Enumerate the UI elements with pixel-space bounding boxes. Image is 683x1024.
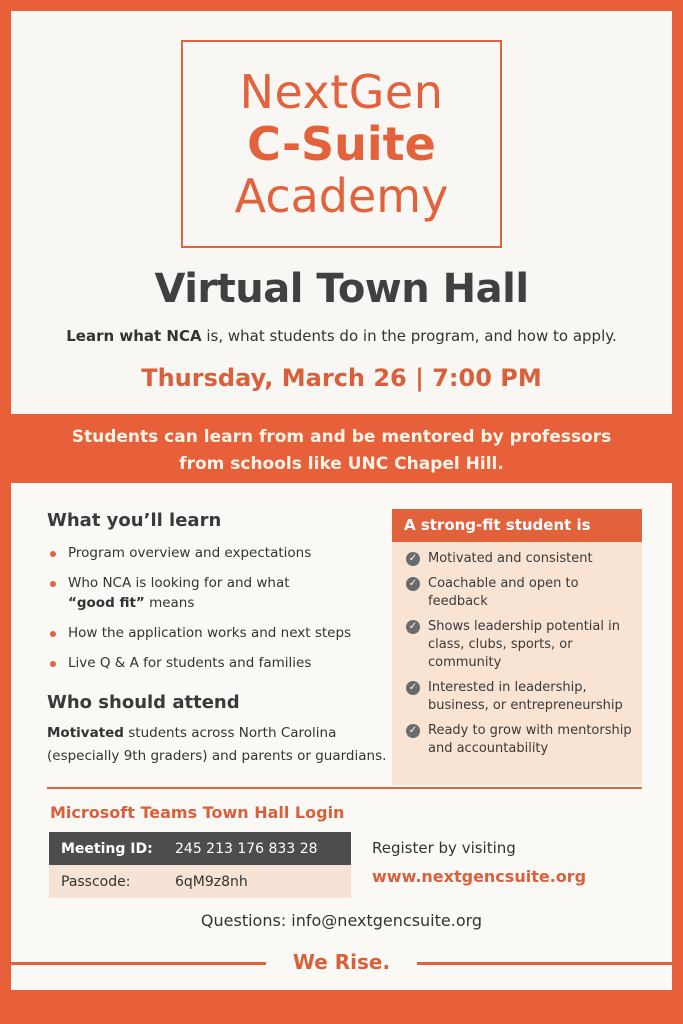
logo-nextgen: NextGen <box>239 65 444 119</box>
strong-fit-box <box>392 509 642 785</box>
attend-rest: students across North Carolina (especially 9th graders) and parents or guardians. <box>47 725 387 764</box>
bullet-icon <box>50 581 56 587</box>
meeting-id-value: 245 213 176 833 28 <box>175 840 318 857</box>
meeting-id-label: Meeting ID: <box>61 840 153 857</box>
strong-fit-list <box>392 542 642 758</box>
list-item-text: Who NCA is looking for and what <box>68 575 290 591</box>
passcode-value: 6qM9z8nh <box>175 873 248 890</box>
banner-line-2: from schools like UNC Chapel Hill. <box>179 454 504 474</box>
check-circle-icon: ✓ <box>406 552 420 566</box>
check-circle-icon: ✓ <box>406 724 420 738</box>
list-item-text: Interested in leadership, business, or entrepreneurship <box>428 680 623 713</box>
subtitle-bold: Learn what NCA <box>66 327 202 345</box>
banner-line-1: Students can learn from and be mentored by professors <box>71 427 612 447</box>
list-item-text: Program overview and expectations <box>68 545 312 561</box>
list-item <box>50 543 390 563</box>
list-item <box>406 575 634 611</box>
register-label: Register by visiting <box>372 839 516 857</box>
bullet-icon <box>50 631 56 637</box>
bullet-icon <box>50 551 56 557</box>
register-link[interactable]: www.nextgencsuite.org <box>372 867 587 886</box>
list-item <box>50 623 390 643</box>
list-item <box>50 573 390 613</box>
good-fit-bold: “good fit” <box>68 595 145 611</box>
teams-login-title: Microsoft Teams Town Hall Login <box>50 803 345 822</box>
login-table <box>49 832 351 898</box>
academy-logo <box>181 40 502 248</box>
page-title: Virtual Town Hall <box>154 266 529 312</box>
list-item <box>406 679 634 715</box>
meeting-id-row <box>49 832 351 865</box>
list-item-text: Ready to grow with mentorship and accountability <box>428 723 632 756</box>
attend-bold: Motivated <box>47 725 124 741</box>
list-item-text: How the application works and next steps <box>68 625 352 641</box>
tagline: We Rise. <box>292 950 391 974</box>
passcode-label: Passcode: <box>61 873 131 890</box>
list-item <box>406 618 634 672</box>
list-item <box>406 550 634 568</box>
bullet-icon <box>50 661 56 667</box>
attend-text <box>47 722 397 768</box>
list-item <box>406 722 634 758</box>
list-item-text: Live Q & A for students and families <box>68 655 312 671</box>
list-item <box>50 653 390 673</box>
logo-academy: Academy <box>234 169 449 223</box>
subtitle-rest: is, what students do in the program, and how to apply. <box>201 327 617 345</box>
event-date: Thursday, March 26 | 7:00 PM <box>141 364 542 392</box>
passcode-row <box>49 865 351 898</box>
list-item-text: Shows leadership potential in class, clubs, sports, or community <box>428 619 620 670</box>
list-item-text: Motivated and consistent <box>428 551 593 566</box>
learn-heading: What you’ll learn <box>47 510 222 531</box>
list-item-text: Coachable and open to feedback <box>428 576 579 609</box>
logo-c-suite: C-Suite <box>247 117 436 171</box>
questions-contact: Questions: info@nextgencsuite.org <box>200 911 483 930</box>
check-circle-icon: ✓ <box>406 681 420 695</box>
subtitle <box>0 327 683 345</box>
section-divider <box>47 787 642 789</box>
mentor-banner <box>0 424 683 478</box>
strong-fit-heading: A strong-fit student is <box>392 509 642 542</box>
attend-heading: Who should attend <box>47 692 240 713</box>
learn-list <box>50 543 390 683</box>
check-circle-icon: ✓ <box>406 577 420 591</box>
check-circle-icon: ✓ <box>406 620 420 634</box>
list-item-text-cont: means <box>144 595 195 611</box>
